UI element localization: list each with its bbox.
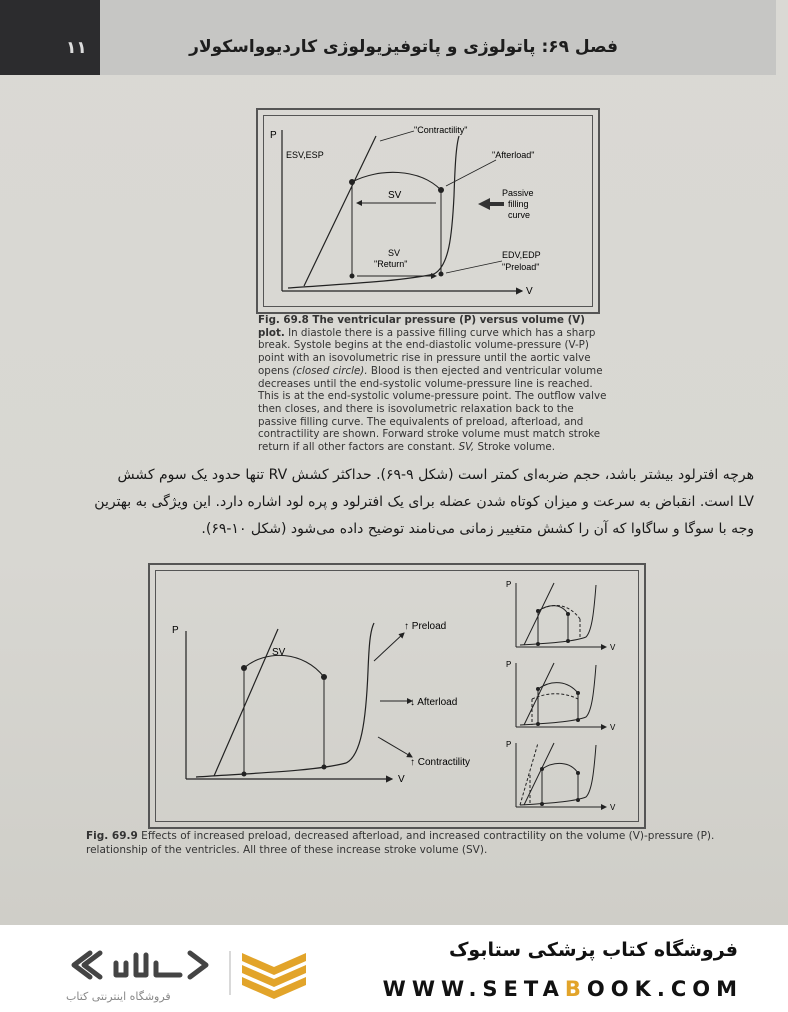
v-axis-label: V <box>526 286 533 297</box>
edv-edp-label: EDV,EDP <box>502 250 541 260</box>
afterload-label: "Afterload" <box>492 150 535 160</box>
mini-plot-preload <box>506 580 616 652</box>
store-name: فروشگاه کتاب پزشکی ستابوک <box>448 939 738 961</box>
main-v-label: V <box>398 774 405 785</box>
passive-filling-arrow-icon <box>478 198 504 210</box>
afterload-pointer <box>446 160 496 186</box>
figure-69-9-caption: Fig. 69.9 Effects of increased preload, decreased afterload, and increased contractility on the volume (V)-pressure (P). relationship of the ventricles. All three of these increase stroke volume (SV). <box>86 830 715 856</box>
passive-label-2: filling <box>508 199 529 209</box>
figure-69-8-caption: Fig. 69.8 The ventricular pressure (P) versus volume (V) plot. In diastole there is a passive filling curve which has a sharp break. Systole begins at the end-diastolic volume-pressure (V-P) point with an isovolumetric rise in pressure until the aortic valve opens (closed circle). Blood is then ejected and ventricular volume decreases until the end-systolic volume-pressure line is reached. This is at the end-systolic volume-pressure point. The outflow valve then closes, and there is isovolumetric relaxation back to the passive filling curve. The equivalents of preload, afterload, and contractility are shown. Forward stroke volume must match stroke return if all other factors are constant. SV, Stroke volume. <box>258 314 607 454</box>
preload-effect-label: ↑ Preload <box>404 621 447 632</box>
body-line: هرچه افترلود بیشتر باشد، حجم ضربه‌ای کمتر است (شکل ۹-۶۹). حداکثر کشش RV تنها حدود یک سوم کشش <box>117 467 754 483</box>
mini-p-label: P <box>506 740 512 749</box>
chapter-title: فصل ۶۹: پاتولوژی و پاتوفیزیولوژی کاردیوواسکولار <box>189 37 618 57</box>
mini-v-label: V <box>610 723 616 732</box>
mini-v-label: V <box>610 803 616 812</box>
afterload-effect-label: ↓ Afterload <box>410 697 458 708</box>
mini-p-label: P <box>506 660 512 669</box>
ejection-curve <box>352 172 441 190</box>
body-line: LV است. انقباض به سرعت و میزان کوتاه شدن عضله برای یک افترلود و پره لود اشاره دارد. این ویژگی به بهترین <box>94 494 754 510</box>
page-number: ۱۱ <box>66 38 87 58</box>
logo-tagline: فروشگاه اینترنتی کتاب <box>66 990 171 1003</box>
contractility-pointer <box>380 131 414 141</box>
esv-esp-label: ESV,ESP <box>286 150 324 160</box>
body-line: وجه با سوگا و ساگاوا که آن را کشش متغییر زمانی می‌نامند توضیح داده می‌شود (شکل ۱۰-۶۹). <box>201 521 754 537</box>
main-sv-label: SV <box>272 647 286 658</box>
passive-label-3: curve <box>508 210 531 220</box>
pv-loop-diagram <box>264 116 592 306</box>
mini-plot-afterload <box>506 660 616 732</box>
passive-label-1: Passive <box>502 188 534 198</box>
preload-label: "Preload" <box>502 262 540 272</box>
pv-effects-diagram <box>156 571 638 821</box>
store-banner <box>0 925 788 1012</box>
preload-pointer <box>446 261 502 273</box>
aortic-opening-point <box>438 187 444 193</box>
sv-return-label-2: "Return" <box>374 259 408 269</box>
sv-return-label-1: SV <box>388 248 401 258</box>
mini-v-label: V <box>610 643 616 652</box>
book-icon <box>242 953 306 999</box>
sv-label: SV <box>388 190 402 201</box>
figure-69-8 <box>256 108 600 314</box>
contractility-effect-label: ↑ Contractility <box>410 757 471 768</box>
store-url[interactable]: WWW.SETABOOK.COM <box>382 977 743 1001</box>
mini-plot-contractility <box>506 740 616 812</box>
main-p-label: P <box>172 625 179 636</box>
p-axis-label: P <box>270 130 277 141</box>
contractility-label: "Contractility" <box>414 125 468 135</box>
mini-p-label: P <box>506 580 512 589</box>
figure-69-9 <box>148 563 646 829</box>
end-systolic-point <box>349 179 355 185</box>
persian-body-paragraph <box>58 462 754 543</box>
